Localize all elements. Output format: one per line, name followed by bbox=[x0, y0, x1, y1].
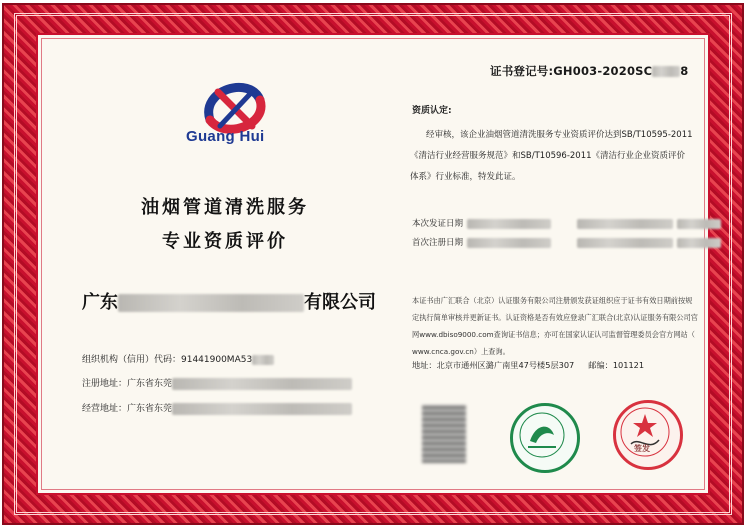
qr-code-icon bbox=[422, 405, 466, 463]
issuer-address: 地址：北京市通州区潞广南里47号楼5层307 邮编：101121 bbox=[412, 360, 645, 370]
business-address: 经营地址：广东省东莞 bbox=[82, 401, 352, 415]
qualification-text: 经审核，该企业油烟管道清洗服务专业资质评价达到SB/T10595-2011 《清洁行业经营服务规范》和SB/T10596-2011《清洁行业企业资质评价 体系》行业标准，特发此证。 bbox=[410, 130, 693, 182]
certificate-note: 本证书由广汇联合（北京）认证服务有限公司注册颁发获证组织应于证书有效日期前按规 定执行简单审核并更新证书。认证资格是否有效应登录广汇联合(北京)认证服务有限公司官 网www.dbiso9000.com查询证书信息；亦可在国家认证认可监督管理委员会官方网站（ www.cnca.gov.cn）上查询。 bbox=[412, 296, 698, 356]
certificate-paper bbox=[36, 33, 710, 495]
environment-seal-icon bbox=[510, 403, 580, 473]
certificate-subtitle: 专业资质评价 bbox=[162, 231, 288, 252]
first-registration-date: 首次注册日期 bbox=[412, 236, 721, 248]
postcode: 邮编：101121 bbox=[588, 360, 645, 370]
issue-date: 本次发证日期 bbox=[412, 217, 721, 229]
org-code: 组织机构（信用）代码：91441900MA53 bbox=[82, 352, 274, 365]
registered-address: 注册地址：广东省东莞 bbox=[82, 376, 352, 390]
certificate-number: 证书登记号:GH003-2020SC 8 bbox=[490, 64, 689, 78]
issuer-red-seal-icon bbox=[613, 400, 683, 470]
certificate-title: 油烟管道清洗服务 bbox=[141, 197, 309, 218]
logo-text: Guang Hui bbox=[186, 128, 265, 145]
company-name: 广东 有限公司 bbox=[82, 292, 376, 313]
seal-label: 签发 bbox=[634, 444, 650, 453]
qualification-label: 资质认定: bbox=[412, 106, 452, 116]
redaction-blur bbox=[118, 294, 304, 312]
